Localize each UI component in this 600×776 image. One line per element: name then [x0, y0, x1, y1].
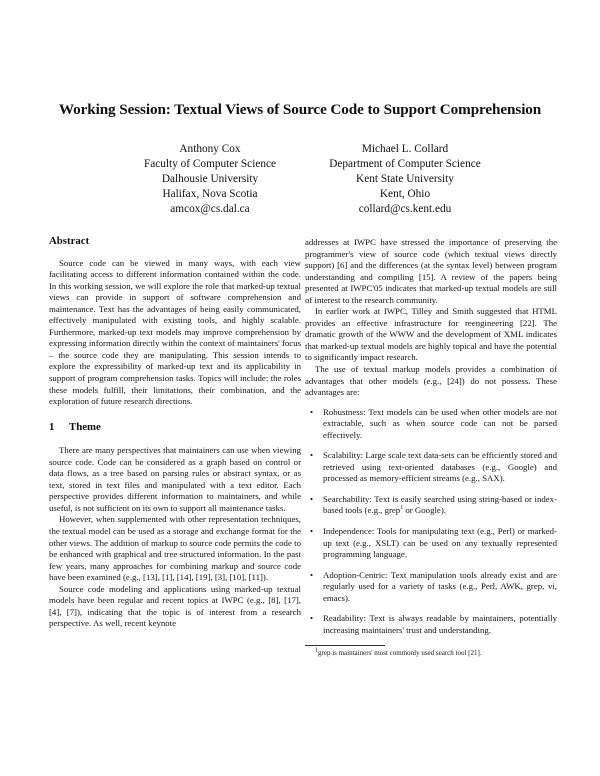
author-block-2: [280, 142, 530, 217]
footnote-number: 1: [315, 648, 318, 655]
left-column: [49, 236, 301, 630]
body-paragraph: The use of textual markup models provides a combination of advantages that other models (e.g., [24]) do not possess. These advantages are:: [305, 364, 557, 398]
list-item: [305, 494, 557, 517]
author-department: Department of Computer Science: [329, 158, 481, 170]
paper-title: Working Session: Textual Views of Source Code to Support Comprehension: [58, 101, 542, 118]
section-number: 1: [49, 420, 55, 433]
list-item-text: Robustness: Text models can be used when other models are not extractable, such as when source code can not be parsed effectively.: [323, 406, 557, 440]
bullet-icon: •: [310, 613, 314, 624]
body-paragraph: addresses at IWPC have stressed the importance of preserving the programmer's view of source code (which textual views directly support) [6] and the differences (at the syntax level) between program understanding and compiling [15]. A review of the papers being presented at IWPC'05 indicates that marked-up textual models are still of interest to the research community.: [305, 237, 557, 305]
list-item: [305, 526, 557, 561]
list-item-text: or Google).: [403, 505, 446, 516]
right-column: [305, 237, 557, 658]
footnote: [305, 649, 557, 658]
list-item: [305, 450, 557, 485]
advantages-list: [305, 407, 557, 637]
footnote-marker[interactable]: 1: [400, 505, 404, 512]
author-name: Michael L. Collard: [361, 143, 449, 155]
author-name: Anthony Cox: [179, 143, 241, 155]
body-paragraph: Source code modeling and applications using marked-up textual models have been regular and recent topics at IWPC (e.g., [8], [17], [4], [7]), indicating that the topic is of interest from a research perspective. As well, recent keynote: [49, 583, 301, 629]
bullet-icon: •: [310, 450, 314, 461]
list-item-text: Independence: Tools for manipulating text (e.g., Perl) or marked-up text (e.g., XSLT) can be used on any textually represented programming language.: [323, 526, 557, 560]
author-location: Halifax, Nova Scotia: [162, 188, 258, 200]
author-location: Kent, Ohio: [379, 188, 431, 200]
list-item-text: Scalability: Large scale text data-sets can be efficiently stored and retrieved using text-oriented databases (e.g., Google) and processed as memory-efficient streams (e.g., SAX).: [323, 450, 557, 484]
author-university: Kent State University: [356, 173, 454, 185]
author-email[interactable]: collard@cs.kent.edu: [358, 203, 452, 215]
body-paragraph: There are many perspectives that maintainers can use when viewing source code. Code can be considered as a graph based on control or data flows, as a tree based on parsing rules or abstract syntax, or as text, stored in text files and manipulated with a text editor. Each perspective provides different information to maintainers, and while useful, is not sufficient on its own to support all maintenance tasks.: [49, 445, 301, 513]
body-paragraph: However, when supplemented with other representation techniques, the textual model can be used as a storage and exchange format for the other views. The addition of markup to source code permits the code to be enhanced with graphical and tree structured information. In the past few years, many approaches for combining markup and source code have been examined (e.g., [13], [1], [14], [19], [3], [10], [11]).: [49, 514, 301, 583]
author-university: Dalhousie University: [161, 173, 259, 185]
list-item-text: Adoption-Centric: Text manipulation tools already exist and are regularly used for a variety of tasks (e.g., Perl, AWK, grep, vi, emacs).: [323, 569, 557, 603]
section-heading: [49, 422, 301, 434]
bullet-icon: •: [310, 406, 314, 417]
abstract-heading: Abstract: [49, 235, 90, 247]
footnote-divider: [305, 645, 385, 646]
list-item-text: Searchability: Text is easily searched using string-based or index-based tools (e.g., grep: [323, 493, 557, 516]
list-item: [305, 613, 557, 636]
author-email[interactable]: amcox@cs.dal.ca: [170, 203, 250, 215]
body-paragraph: In earlier work at IWPC, Tilley and Smith suggested that HTML provides an effective infrastructure for reengineering [22]. The dramatic growth of the WWW and the development of XML indicates that marked-up textual models are highly topical and have the potential to significantly impact research.: [305, 306, 557, 363]
list-item-text: Readability: Text is always readable by maintainers, potentially increasing maintainers' trust and understanding.: [323, 613, 557, 635]
footnote-text: grep is maintainers' most commonly used search tool [21].: [318, 649, 482, 658]
bullet-icon: •: [310, 569, 314, 580]
bullet-icon: •: [310, 526, 314, 537]
list-item: [305, 407, 557, 442]
list-item: [305, 570, 557, 605]
author-department: Faculty of Computer Science: [143, 158, 277, 170]
section-title: Theme: [69, 420, 101, 433]
bullet-icon: •: [310, 493, 314, 504]
abstract-text: Source code can be viewed in many ways, with each view facilitating access to different information contained within the code. In this working session, we will explore the role that marked-up textual views can provide in support of software comprehension and maintenance. Text has the advantages of being easily communicated, effectively manipulated with existing tools, and highly scalable. Furthermore, marked-up text models may improve comprehension by expressing information directly within the context of maintainers' focus – the source code they are manipulating. This session intends to explore the expressibility of marked-up text and its applicability in support of program comprehension tasks. Topics will include: the roles these models fulfill, their limitations, their combination, and the exploration of future research directions.: [49, 257, 301, 407]
